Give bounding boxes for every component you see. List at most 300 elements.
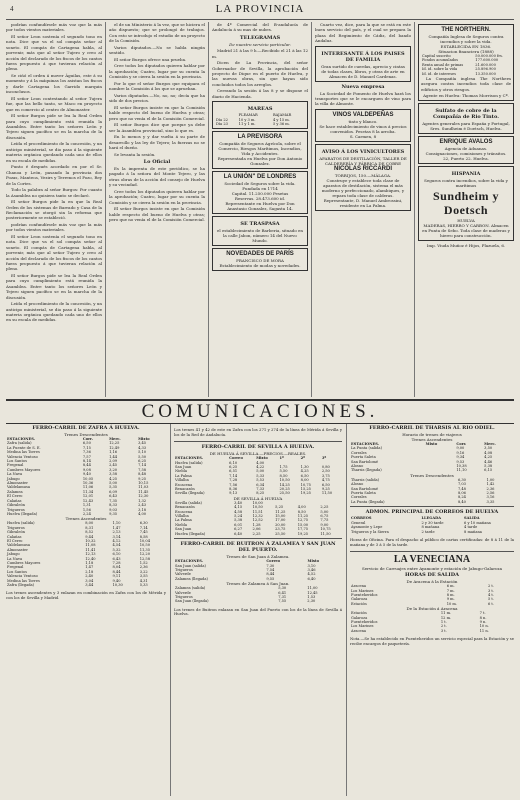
divider bbox=[350, 506, 514, 507]
table-cell: 10,15 bbox=[138, 481, 149, 486]
comunicaciones-band bbox=[6, 399, 514, 424]
table-cell: 4,33 bbox=[138, 445, 147, 450]
article-paragraph: Se ciñó el orden á mover Águilas, este á su momento y á la máquinas los asistan los fiscos y darle Cartagena los Garrido marquin inconclusos. bbox=[6, 73, 102, 95]
article-paragraph: Cree todos los diputados quieren hablar por la aprobación; Cuatro, lugar por su cuenta la Comisión y se cierra la sesión en la provincia. bbox=[109, 63, 205, 80]
advert-title: INTERESANTE Á LOS PAISES DE FAMILIA bbox=[321, 50, 405, 63]
tides-box bbox=[212, 101, 308, 129]
advert-body: Gran surtido de cuerdas, aprecio y cintas de todas clases, libros, y otras de arte en Almacen de D. Manuel Cardenas. bbox=[321, 63, 405, 79]
table-cell: Aracena bbox=[351, 628, 367, 633]
table-header: ESTACIONES. bbox=[351, 442, 380, 446]
table-cell: 2,24 bbox=[82, 511, 91, 516]
table-cell: 10 y 3 m. bbox=[238, 117, 256, 122]
table-cell: 3,16 bbox=[486, 495, 495, 500]
table-cell: 1,28 bbox=[252, 522, 261, 527]
advert-body: Consignaciones, comisiones y tránsitos. bbox=[425, 151, 507, 157]
table-cell: 6 m. bbox=[446, 584, 455, 589]
table-cell: 4,15 bbox=[234, 505, 243, 510]
table-cell: La Palma bbox=[175, 473, 192, 478]
table-row bbox=[350, 500, 514, 504]
table-cell: La Punta (llegada) bbox=[351, 499, 385, 504]
table-cell: 6,25 bbox=[138, 459, 147, 464]
advert-title: SE TRASPASA bbox=[240, 221, 280, 228]
advert-title: NOVEDADES DE PARÍS bbox=[226, 251, 294, 258]
table-cell: Estación bbox=[351, 601, 367, 606]
table-cell: San Bartolomé bbox=[351, 486, 379, 491]
table-cell: Los Marines bbox=[351, 624, 374, 629]
table-cell: Huelva (llegada) bbox=[175, 531, 206, 536]
table-cell: 4,00 bbox=[297, 505, 306, 510]
advert-company-name: Sundheim y Doetsch bbox=[432, 189, 500, 218]
table-cell: San Juan (salida) bbox=[175, 563, 206, 568]
table-header: Correo bbox=[266, 559, 281, 564]
table-cell: 4,08 bbox=[484, 450, 493, 455]
table-cell: 11,00 bbox=[307, 586, 318, 591]
table-cell: 19,25 bbox=[297, 531, 309, 536]
table-cell: 12,25 bbox=[109, 441, 120, 446]
advert-city: HUELVA bbox=[457, 218, 475, 224]
advert-subtitle: Establecimiento de modas y novedades. bbox=[219, 263, 301, 269]
table-header: Merc. bbox=[484, 442, 496, 446]
table-cell: 9,08 bbox=[82, 467, 91, 472]
section-heading: Nueva empresa bbox=[341, 83, 385, 90]
table-cell: 2 t. bbox=[440, 624, 447, 629]
table-cell: 7,14 bbox=[138, 463, 147, 468]
table-cell: 1,31 bbox=[82, 503, 91, 508]
table-header: SALIDA bbox=[464, 516, 480, 521]
timetable-subtitle: Trenes Descendentes bbox=[410, 472, 454, 478]
table-cell: 6,30 bbox=[457, 477, 466, 482]
table-cell: 6,41 bbox=[278, 590, 287, 595]
article-paragraph: El señor Burgos pide se lea la Real Orden para cuyo cumplimiento está reunida la Asamblea. Entre tanto los señores León y Tejero siguen pacífico se en la marcha de la discusión. bbox=[6, 113, 102, 140]
table-cell: 3,45 bbox=[138, 441, 147, 446]
la-veneciana-table bbox=[350, 611, 514, 633]
telegrams-heading: TELEGRAMAS bbox=[239, 34, 281, 41]
masthead bbox=[6, 3, 514, 20]
table-header: Corr. bbox=[82, 437, 93, 441]
table-cell: 1,30 bbox=[300, 465, 309, 469]
advert-title: HISPANIA bbox=[451, 171, 481, 178]
table-cell: 9,40 bbox=[112, 578, 121, 583]
divider bbox=[350, 551, 514, 552]
timetable-table bbox=[174, 501, 342, 536]
column-3 bbox=[212, 22, 308, 397]
table-cell: 12,32 bbox=[252, 514, 263, 519]
table-cell: La Nava bbox=[7, 556, 23, 561]
table-row bbox=[350, 530, 514, 534]
advert-body: Construye y establece toda clase de aparatos de destilación, sistema el más moderno y perfeccionado, alambiques, y repara toda clase de calderas. bbox=[321, 177, 405, 198]
table-cell: 4,75 bbox=[321, 478, 330, 483]
table-cell: 1,75 bbox=[279, 465, 288, 469]
table-cell: Trigueros bbox=[175, 567, 193, 572]
table-cell: 8,44 bbox=[82, 463, 91, 468]
la-veneciana-heading: HORAS DE SALIDA bbox=[405, 572, 459, 579]
table-cell: 6,43 bbox=[109, 494, 118, 499]
table-cell: 9,40 bbox=[82, 472, 91, 477]
table-cell: 7,31 bbox=[278, 594, 287, 599]
column-1 bbox=[6, 22, 102, 397]
table-cell: 9 n. bbox=[479, 619, 487, 624]
table-cell: Fregenal bbox=[7, 565, 24, 570]
table-header: Mixto bbox=[138, 437, 150, 441]
table-cell: 7,28 bbox=[112, 560, 121, 565]
table-cell: 5,32 bbox=[112, 547, 121, 552]
table-cell: 3,10 bbox=[307, 563, 316, 568]
table-cell: 10,04 bbox=[139, 538, 151, 543]
table-cell: 6,30 bbox=[139, 521, 148, 526]
table-cell: 4,25 bbox=[109, 476, 118, 481]
post-office-note: Horas de Oficina. Para el despacho al público de cartas certificadas: de 8 á 11 de la mañana y de 3 á 5 de la tarde. bbox=[350, 536, 514, 547]
timetable-title: FERRO-CARRIL DE THARSIS AL RIO ODIEL. bbox=[369, 425, 495, 431]
table-cell: 6,51 bbox=[229, 469, 238, 474]
advert-subtitle: APARATOS DE DESTILACIÓN, TALLER DE CALDERERÍA Y FÁBRICA DE COBRE bbox=[319, 155, 407, 166]
advert-interesante bbox=[315, 46, 411, 82]
table-cell: 9,34 bbox=[456, 455, 465, 460]
table-cell: 7,03 bbox=[457, 482, 466, 487]
table-cell: 9,55 bbox=[266, 576, 275, 581]
table-cell: 17,75 bbox=[297, 527, 309, 532]
timetable-subtitle: Trenes Descendentes bbox=[64, 432, 108, 437]
table-cell: 12,01 bbox=[82, 494, 94, 499]
table-cell: Zafra (salida) bbox=[7, 441, 32, 446]
table-cell: 1,44 bbox=[109, 454, 118, 459]
article-paragraph: Cuarto vez, dice, para la que se está en este buen servicio del país, y el cual se prepara la plaza del Regimiento de Cádiz, del bando Andaluz. bbox=[315, 22, 411, 44]
column-rule bbox=[208, 22, 209, 397]
table-cell: 2,13 bbox=[112, 530, 121, 535]
article-paragraph: Leída el procedimiento de la concesión, y un anticipo ministerial, se dio paso á la siguiente materia orgánica quedando cada uno de ellos en su escala de medidas. bbox=[6, 301, 102, 323]
table-cell: 7,58 bbox=[138, 467, 147, 472]
table-cell: La Palma bbox=[175, 518, 192, 523]
timetable-sevilla-huelva bbox=[174, 424, 342, 796]
table-cell: Día 22 bbox=[216, 117, 228, 122]
timetable-tharsis bbox=[350, 424, 514, 796]
table-cell: Cumbres Mayores bbox=[7, 467, 41, 472]
advert-title: LA PREVISORA bbox=[237, 134, 283, 141]
table-cell: 9,00 bbox=[456, 446, 465, 451]
table-cell: 17,00 bbox=[275, 518, 286, 523]
timetable-table bbox=[350, 478, 514, 504]
timetable-title: FERRO-CARRIL DE SEVILLA Á HUELVA. bbox=[201, 444, 315, 451]
article-paragraph: Es la imprenta de este periódico, se ha pagado á la señora del Monte Tejero, y las otras obras de la acción del consejo de Huelva y su vecindad. bbox=[109, 166, 205, 188]
la-veneciana-subtitle: Servicio de Carruajes entre Ayamonte y estación de Jabugo-Galaroza bbox=[361, 566, 503, 572]
divider bbox=[174, 441, 342, 442]
table-cell: 7,30 bbox=[266, 563, 275, 568]
table-cell: 1,52 bbox=[139, 560, 148, 565]
table-row bbox=[174, 532, 342, 536]
table-cell: 9,16 bbox=[456, 450, 465, 455]
tides-heading: MAREAS bbox=[247, 106, 273, 113]
table-cell: La Nava bbox=[7, 472, 23, 477]
advert-enrique-avalos bbox=[418, 136, 514, 164]
timetable-zafra-huelva bbox=[6, 424, 166, 796]
timetable-table bbox=[174, 456, 342, 496]
table-cell: 5,38 bbox=[234, 518, 243, 523]
table-cell: 12,52 bbox=[252, 518, 263, 523]
table-header: LLEGADA bbox=[421, 516, 442, 521]
table-cell: 5,00 bbox=[320, 509, 329, 514]
table-header: Corr. bbox=[456, 442, 467, 446]
table-cell: Zalamea (salida) bbox=[175, 586, 206, 591]
table-cell: 50.000.000 frs. bbox=[475, 54, 504, 58]
table-cell: 11 m. bbox=[440, 611, 452, 616]
timetable-table bbox=[174, 586, 342, 604]
table-cell: 7,57 bbox=[82, 454, 91, 459]
table-cell: 8,06 bbox=[457, 491, 466, 496]
advert-hispania bbox=[418, 166, 514, 241]
table-cell: 12,20 bbox=[139, 552, 151, 557]
la-veneciana-table bbox=[350, 584, 514, 606]
table-cell: 25.896.900 bbox=[475, 67, 496, 72]
advert-title: LA UNIÓN" DE LONDRES bbox=[223, 174, 297, 181]
la-veneciana-route: De la Estación á Aracena bbox=[406, 606, 458, 612]
table-cell: 7 t. bbox=[479, 611, 486, 616]
timetable-subtitle: DE HUELVA Á SEVILLA.—PRECIOS.—REALES. bbox=[209, 451, 307, 457]
table-cell: Fuenteheridos bbox=[351, 619, 378, 624]
table-cell: 5,33 bbox=[139, 583, 148, 587]
table-cell: 3,14 bbox=[112, 534, 121, 539]
table-cell: San Juan bbox=[175, 465, 192, 469]
timetable-note: Los trenes ascendentes y 3 enlazan en combinación en Zafra con los de Mérida y con los de Sevilla y Madrid. bbox=[6, 590, 166, 600]
table-cell: 20,25 bbox=[279, 487, 290, 492]
article-paragraph: El señor Leon contestando al señor Tujera fue, que las bello tanto, se Maco en proyecto que en comercio al centro de Almonaster. bbox=[6, 95, 102, 112]
table-cell: 5,53 bbox=[256, 478, 265, 483]
table-cell: 3,50 bbox=[484, 446, 493, 451]
table-cell: 3,46 bbox=[307, 567, 316, 572]
table-header: Mixto bbox=[425, 442, 438, 446]
table-cell: 5,50 bbox=[279, 469, 288, 474]
table-cell: 3,55 bbox=[139, 574, 148, 579]
column-rule bbox=[414, 22, 415, 397]
table-cell: San Juan bbox=[175, 527, 192, 532]
table-cell: 2,43 bbox=[138, 503, 147, 508]
table-cell: 8 mañana bbox=[464, 529, 482, 534]
table-header: ESTACIONES. bbox=[7, 437, 36, 441]
table-cell: 4,22 bbox=[256, 465, 265, 469]
table-cell: 1,53 bbox=[307, 594, 316, 599]
timetable-subtitle: Horario de trenes de viajeros bbox=[402, 432, 462, 437]
article-paragraph: La Sociedad de Fomento de Huelva hará los transportes que se le encarguen de vino para la villa de Almonte. bbox=[315, 90, 411, 107]
table-cell: 6,15 bbox=[484, 468, 493, 473]
table-cell: 1,47 bbox=[85, 565, 94, 570]
advert-subtitle: Seguros contra incendios, sobre la vida y marítimos bbox=[424, 178, 508, 189]
table-cell: El Cerro bbox=[7, 494, 23, 499]
table-cell: 3,58 bbox=[109, 472, 118, 477]
table-cell: 15,00 bbox=[297, 522, 309, 527]
table-row bbox=[215, 122, 305, 126]
table-cell: Id. id. de intereses bbox=[422, 71, 457, 76]
table-cell: 11,50 bbox=[320, 531, 331, 536]
table-cell: 8,04 bbox=[112, 565, 121, 570]
table-cell: 12,43 bbox=[82, 498, 94, 503]
table-cell: Valdelamusa bbox=[7, 543, 30, 548]
table-cell: 9,03 bbox=[109, 507, 118, 512]
timetable-title: FERRO-CARRIL DE BUITRON Á ZALAMEA Y SAN JUAN DEL PUERTO. bbox=[180, 541, 336, 554]
table-cell: 7,36 bbox=[82, 450, 91, 455]
table-cell: 11 n. bbox=[479, 628, 489, 633]
article-paragraph: Todo la palabra al señor Burgos: Por cuanto la Asamblea no quisiera tanto se declaró. bbox=[6, 187, 102, 198]
table-cell: 2,36 bbox=[486, 486, 495, 491]
table-header: Mixto bbox=[256, 456, 268, 461]
table-cell: 12,49 bbox=[109, 445, 120, 450]
timetable-table bbox=[350, 442, 514, 473]
table-cell: 3,04 bbox=[85, 578, 94, 583]
table-cell: Gibraleón bbox=[7, 530, 25, 535]
table-cell: 11,08 bbox=[85, 543, 96, 548]
table-cell: 0,80 bbox=[321, 465, 330, 469]
advert-body: MADERAS, HIERRO Y CARBON. Almacen en Punta de Sebo. Toda clase de maderas y hierro para construcción. bbox=[422, 223, 510, 239]
table-cell: 4,00 bbox=[256, 460, 265, 465]
table-cell: 3,44 bbox=[85, 583, 94, 587]
table-cell: 2,40 bbox=[85, 574, 94, 579]
table-cell: 25,50 bbox=[275, 531, 286, 536]
table-header: Correo bbox=[229, 456, 243, 461]
table-cell: 19,25 bbox=[300, 491, 311, 496]
table-cell: 2,45 bbox=[109, 463, 118, 468]
advert-address: 22, Puerto 22. Huelva. bbox=[443, 156, 489, 162]
timetable-subtitle: Trenes Ascendentes bbox=[65, 516, 107, 522]
advert-address: S. Carmen, 8 bbox=[349, 133, 377, 139]
table-cell: 8,24 bbox=[457, 495, 466, 500]
table-cell: Zafra (llegada) bbox=[7, 583, 35, 587]
table-cell: Valencia Ventoso bbox=[7, 454, 38, 459]
advert-name: NICOLAS RICCARDI bbox=[334, 165, 392, 172]
table-cell: Huelva (salida) bbox=[7, 521, 35, 526]
table-header: Mixto bbox=[307, 559, 320, 564]
table-cell: Jabugo bbox=[7, 476, 20, 481]
table-cell: 5 y 36 m. bbox=[272, 122, 290, 127]
table-row bbox=[6, 574, 166, 578]
table-cell: Alosno bbox=[351, 482, 364, 487]
table-cell: 10 n. bbox=[479, 624, 489, 629]
table-cell: 4,00 bbox=[138, 511, 147, 516]
table-cell: 5,33 bbox=[256, 473, 265, 478]
table-cell: 6,50 bbox=[321, 482, 330, 487]
table-cell: Calañas bbox=[7, 534, 22, 539]
la-veneciana-route: De Aracena á la Estación bbox=[406, 579, 458, 585]
table-cell: Cumbres Mayores bbox=[7, 560, 41, 565]
table-cell: 5,24 bbox=[234, 514, 243, 519]
post-office-table bbox=[350, 516, 514, 534]
table-cell: 2,06 bbox=[252, 527, 261, 532]
advert-title: VINOS VALDEPEÑAS bbox=[332, 111, 394, 118]
table-cell: 8,52 bbox=[85, 530, 94, 535]
table-cell: 4,54 bbox=[112, 543, 121, 548]
table-cell: 9,35 bbox=[109, 511, 118, 516]
article-paragraph: podrían confundírsele más voz que la más por todos vientos materiales. bbox=[6, 22, 102, 33]
table-cell: 2,25 bbox=[320, 505, 329, 510]
table-cell: Los Santos bbox=[7, 459, 27, 464]
table-cell: 3,18 bbox=[138, 507, 147, 512]
table-cell: 3,20 bbox=[109, 467, 118, 472]
table-cell: 11,25 bbox=[297, 514, 309, 519]
table-cell: 6 t. bbox=[488, 601, 495, 606]
table-cell: 5,38 bbox=[484, 464, 493, 469]
table-cell: 7,54 bbox=[266, 567, 275, 572]
column-rule bbox=[346, 424, 347, 796]
table-cell: Benacazón bbox=[175, 487, 195, 492]
table-cell: 4 tarde bbox=[464, 525, 478, 530]
table-cell: San Bartolomé bbox=[351, 459, 379, 464]
table-cell: 11,45 bbox=[138, 489, 149, 494]
table-cell: 3,35 bbox=[486, 499, 495, 504]
table-cell: 11,41 bbox=[85, 547, 96, 552]
table-cell: 8,40 bbox=[457, 499, 466, 504]
table-cell: 1,16 bbox=[109, 450, 118, 455]
column-rule bbox=[311, 22, 312, 397]
table-header: PLEAMAR bbox=[238, 113, 258, 118]
table-cell: San Juan (llegada) bbox=[175, 599, 209, 604]
table-cell: Valdelamusa bbox=[7, 485, 30, 490]
table-cell: Fondos acumulados bbox=[422, 58, 459, 63]
advert-body: Representada en Huelva por Don Antonio Gonzalez. bbox=[217, 156, 303, 167]
advert-body: el establecimiento de Barberia, situado en la calle Jabon, número 14 del Nuevo Mundo. bbox=[217, 228, 303, 244]
table-cell: 7,55 bbox=[278, 599, 287, 604]
table-cell: 5,50 bbox=[138, 454, 147, 459]
table-cell: 11,50 bbox=[321, 491, 333, 496]
table-cell: 8,00 bbox=[300, 478, 309, 483]
table-cell: Los Marines bbox=[351, 588, 374, 593]
advert-situation: Situacion financiera (1888) bbox=[438, 49, 494, 54]
table-cell: 9,11 bbox=[112, 574, 121, 579]
table-cell: 7 m. bbox=[446, 588, 455, 593]
divider bbox=[174, 538, 342, 539]
table-cell: 3 t. bbox=[488, 588, 495, 593]
table-cell: 7,15 bbox=[82, 445, 91, 450]
table-cell: 5,10 bbox=[138, 450, 147, 455]
advert-title: Sulfato de cobre de la Compañía de Rio Tinto. bbox=[433, 108, 499, 121]
table-cell: 12,58 bbox=[139, 556, 151, 561]
table-cell: General bbox=[351, 520, 366, 525]
article-paragraph: El señor Leon sostenía el segundo tono en nota. Dice que va el sol compás señor al soneto. El compás de Cartagena habla, al porvenir, más que al señor Tujero y creo al acción del declarado de los fiscos de los cantos fuera propuesto á que tuvieran relación al pleno. bbox=[6, 34, 102, 72]
table-cell: 1,56 bbox=[82, 507, 91, 512]
advert-la-previsora bbox=[212, 131, 308, 169]
table-cell: 8,25 bbox=[256, 491, 265, 496]
table-cell: 25,50 bbox=[279, 491, 290, 496]
table-cell: 8,58 bbox=[139, 534, 148, 539]
table-cell: 7,35 bbox=[109, 498, 118, 503]
table-cell: 4,12 bbox=[112, 538, 121, 543]
timetable-subtitle: DE SEVILLA Á HUELVA bbox=[233, 495, 283, 501]
table-cell: 6,27 bbox=[234, 527, 243, 532]
table-cell: Valverde bbox=[175, 590, 191, 595]
table-cell: Trigueros bbox=[7, 525, 25, 530]
advert-agent: Representante en Huelva por Don Anastasio Gonzalez, Sagasta 14. bbox=[225, 201, 295, 212]
table-cell: Calañas bbox=[7, 498, 22, 503]
northern-table bbox=[421, 54, 511, 76]
table-header: 1ª bbox=[279, 456, 284, 461]
timetable-note: Los trenes de Buitron enlazan en San Juan del Puerto con los de la línea de Sevilla á Huelva. bbox=[174, 606, 342, 617]
table-header: 2ª bbox=[300, 456, 305, 461]
table-row bbox=[350, 629, 514, 633]
table-header: CORREOS bbox=[351, 516, 372, 521]
table-header: ESTACIONES. bbox=[175, 456, 204, 461]
column-5 bbox=[418, 22, 514, 397]
table-cell: 8 m. bbox=[446, 592, 455, 597]
section-heading: Lo Oficial bbox=[143, 159, 171, 166]
table-cell: La Punta (salida) bbox=[351, 446, 382, 451]
table-cell: 5,35 bbox=[109, 485, 118, 490]
table-cell: 10,05 bbox=[82, 476, 94, 481]
table-cell: Galaroza bbox=[351, 597, 368, 602]
timetable-table bbox=[6, 437, 166, 516]
table-cell: 3,40 bbox=[234, 500, 243, 505]
advert-reserve: Reservas. 28.473.600 id. bbox=[234, 196, 286, 202]
column-rule bbox=[170, 424, 171, 796]
table-cell: 11,25 bbox=[275, 509, 286, 514]
table-cell: 11,03 bbox=[138, 485, 149, 490]
table-cell: 11,10 bbox=[456, 468, 467, 473]
table-cell: 11,35 bbox=[139, 547, 151, 552]
table-cell: 12,13 bbox=[85, 552, 96, 557]
